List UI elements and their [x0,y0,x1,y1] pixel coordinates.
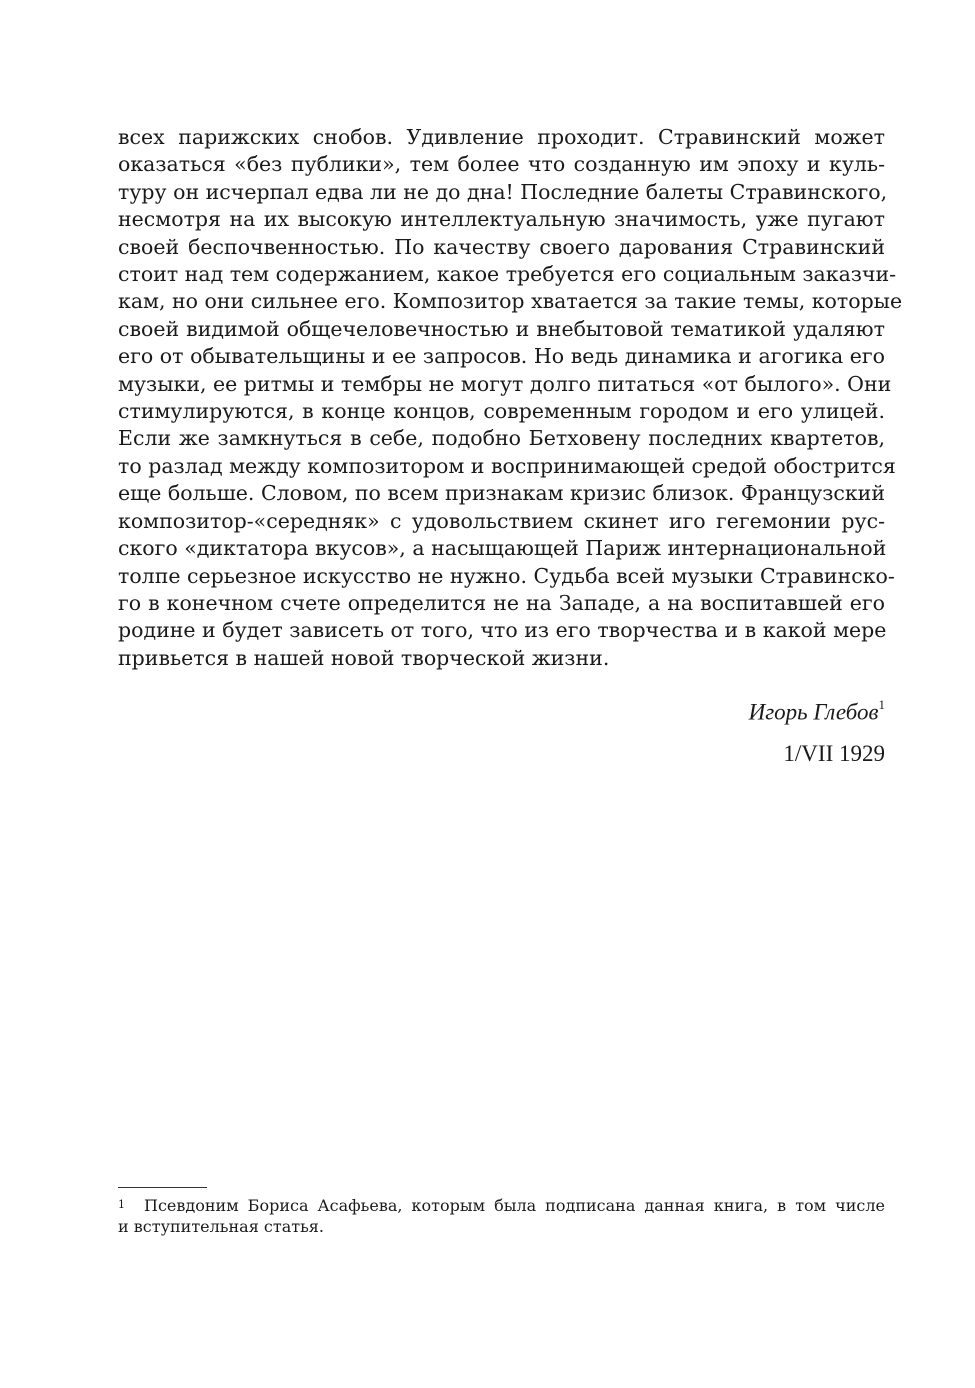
footnote-divider [118,1187,207,1188]
text-line: ского «диктатора вкусов», а насыщающей Париж интернациональной [118,536,887,561]
text-line: туру он исчерпал едва ли не до дна! Последние балеты Стравинского, [118,179,888,204]
text-line: всех парижских снобов. Удивление проходит. Стравинский может [118,125,885,149]
footnote [118,1195,885,1237]
author-name: Игорь Глебов [748,699,879,725]
text-line: композитор-«середняк» с удовольствием скинет иго гегемонии рус- [118,508,885,533]
footnote-text: Псевдоним Бориса Асафьева, которым была подписана данная книга, в том числе [144,1196,885,1215]
text-line: родине и будет зависеть от того, что из его творчества и в какой мере [118,618,887,643]
main-paragraph [118,124,903,672]
text-line: оказаться «без публики», тем более что созданную им эпоху и куль- [118,152,885,177]
footnote-line [118,1195,885,1216]
text-line: его от обывательщины и ее запросов. Но ведь динамика и агогика его [118,344,885,369]
text-line: го в конечном счете определится не на Западе, а на воспитавшей его [118,590,885,615]
text-line: своей видимой общечеловечностью и внебытовой тематикой удаляют [118,316,885,341]
text-line: кам, но они сильнее его. Композитор хватается за такие темы, которые [118,289,903,314]
text-line: стимулируются, в конце концов, современным городом и его улицей. [118,399,885,424]
footnote-line: и вступительная статья. [118,1217,324,1236]
text-line: еще больше. Словом, по всем признакам кризис близок. Французский [118,481,885,506]
text-line: несмотря на их высокую интеллектуальную значимость, уже пугают [118,207,885,232]
text-line: Если же замкнуться в себе, подобно Бетховену последних квартетов, [118,426,885,451]
text-line: музыки, ее ритмы и тембры не могут долго питаться «от былого». Они [118,371,892,396]
footnote-mark: 1 [118,1198,125,1211]
page-body [118,124,903,769]
text-line: стоит над тем содержанием, какое требуется его социальным заказчи- [118,262,897,287]
author-signature [118,692,885,728]
footnote-ref[interactable]: 1 [878,697,885,713]
text-line: то разлад между композитором и воспринимающей средой обострится [118,453,896,478]
text-line: толпе серьезное искусство не нужно. Судьба всей музыки Стравинско- [118,563,895,588]
text-line: своей беспочвенностью. По качеству своего дарования Стравинский [118,234,885,259]
text-line: привьется в нашей новой творческой жизни. [118,645,610,670]
signature-date: 1/VII 1929 [783,740,885,766]
